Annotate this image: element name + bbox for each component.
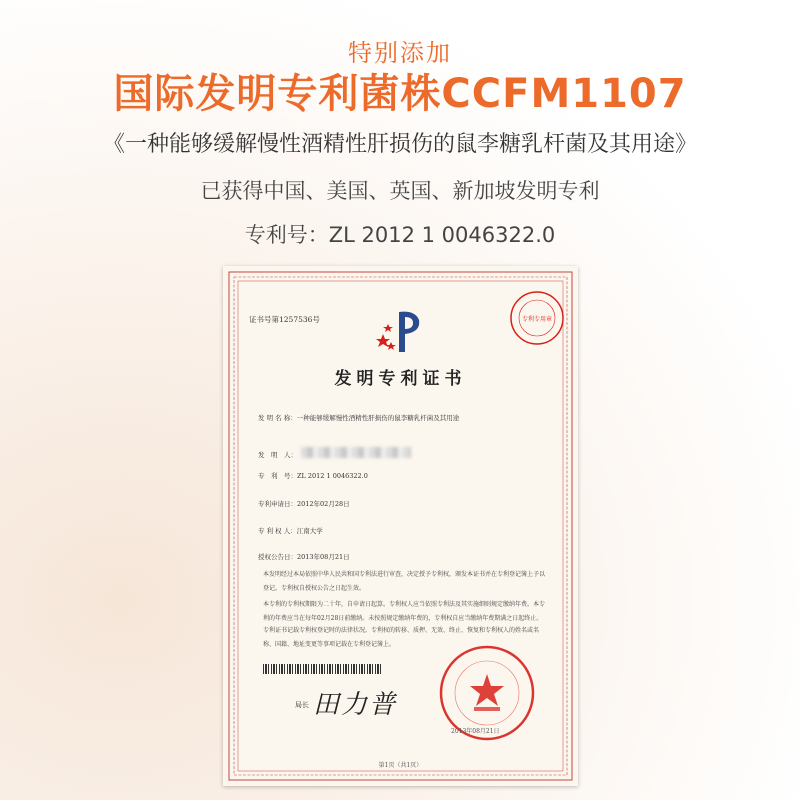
certificate-paragraph-3: 专利证书记载专利权登记时的法律状况。专利权的转移、质押、无效、终止、恢复和专利权人的姓名或名称、国籍、地址变更等事项记载在专利登记簿上。 (263, 627, 540, 648)
logo-stamp-text: 专利专用章 (521, 316, 553, 323)
page-title: 国际发明专利菌株CCFM1107 (113, 71, 687, 117)
subtitle: 特别添加 (348, 39, 452, 67)
patent-name: 《一种能够缓解慢性酒精性肝损伤的鼠李糖乳杆菌及其用途》 (102, 132, 697, 157)
patent-countries: 已获得中国、美国、英国、新加坡发明专利 (200, 179, 600, 203)
patent-office-logo-icon (375, 304, 427, 356)
patent-number: 专利号：ZL 2012 1 0046322.0 (244, 223, 556, 247)
grant-date: 授权公告日：2013年08月21日 (258, 553, 350, 561)
patent-certificate-image (223, 266, 578, 786)
application-date: 专利申请日：2012年02月28日 (258, 500, 350, 508)
page-indicator: 第1页（共1页） (378, 762, 423, 769)
certificate-number: 证书号第1257536号 (249, 315, 320, 324)
inventor-label: 发 明 人： (258, 451, 297, 459)
director-signature: 田力普 (313, 690, 398, 720)
certificate-patent-number: 专 利 号：ZL 2012 1 0046322.0 (258, 472, 368, 480)
signature-label: 局长 (295, 701, 309, 709)
patent-seal-stamp-icon (509, 290, 565, 346)
certificate-paragraph-2: 本专利的专利权期限为二十年，自申请日起算。专利权人应当依照专利法及其实施细则规定缴纳年费。本专利的年费应当在每年02月28日前缴纳。未按照规定缴纳年费的，专利权自应当缴纳年费期满之日起终止。 (263, 601, 546, 622)
redacted-inventors (301, 447, 411, 458)
patentee: 专 利 权 人：江南大学 (258, 527, 323, 535)
inventor-row (258, 442, 411, 461)
certificate-title: 发明专利证书 (334, 369, 467, 389)
stamp-date: 2013年08月21日 (451, 728, 500, 735)
barcode (263, 664, 383, 674)
invention-name: 发 明 名 称：一种能够缓解慢性酒精性肝损伤的鼠李糖乳杆菌及其用途 (258, 414, 460, 422)
certificate-paragraph-1: 本发明经过本局依照中华人民共和国专利法进行审查，决定授予专利权，颁发本证书并在专利登记簿上予以登记。专利权自授权公告之日起生效。 (263, 571, 546, 592)
